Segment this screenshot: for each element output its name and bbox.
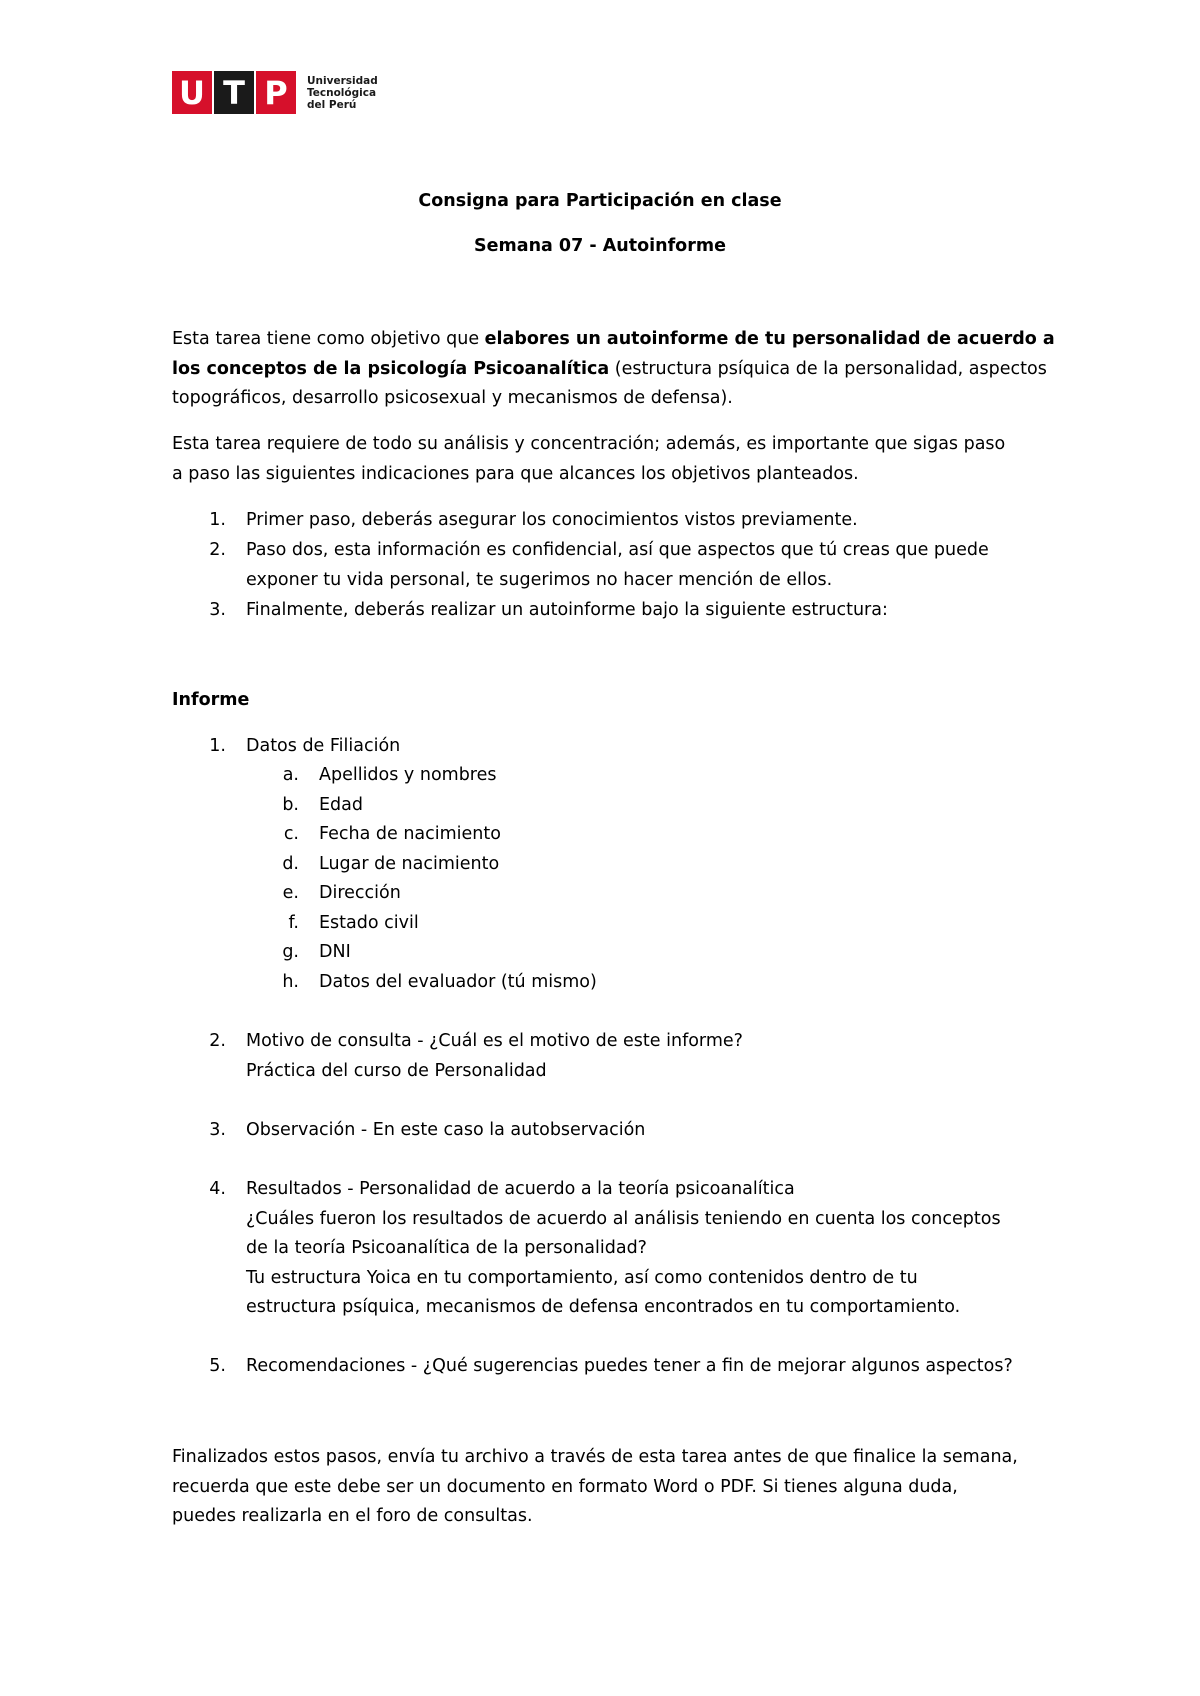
logo-letter-t: T: [214, 71, 254, 114]
step-3-text: Finalmente, deberás realizar un autoinforme bajo la siguiente estructura:: [246, 600, 888, 620]
step-1-number: 1.: [209, 510, 226, 530]
step-2-text-line2: exponer tu vida personal, te sugerimos no hacer mención de ellos.: [246, 570, 833, 590]
intro-paragraph: [172, 325, 1055, 414]
para2-line1: Esta tarea requiere de todo su análisis y concentración; además, es importante que sigas paso: [172, 434, 1006, 454]
informe-item-4-line4: Tu estructura Yoica en tu comportamiento, así como contenidos dentro de tu: [246, 1268, 918, 1288]
informe-item-4-line2: ¿Cuáles fueron los resultados de acuerdo al análisis teniendo en cuenta los conceptos: [246, 1209, 1001, 1229]
document-title: Consigna para Participación en clase: [418, 191, 782, 211]
subitem-text: Estado civil: [319, 913, 419, 933]
subitem-letter: a.: [282, 765, 299, 785]
closing-paragraph: [172, 1443, 1042, 1532]
intro-line1-a: Esta tarea tiene como objetivo que: [172, 329, 485, 349]
informe-item-4-line3: de la teoría Psicoanalítica de la personalidad?: [246, 1238, 647, 1258]
informe-heading: Informe: [172, 690, 250, 710]
subitem-text: Lugar de nacimiento: [319, 854, 500, 874]
subitem-letter: h.: [282, 972, 299, 992]
subitem-letter: b.: [282, 795, 299, 815]
logo-line-1: Universidad: [307, 74, 378, 87]
closing-line3: puedes realizarla en el foro de consultas.: [172, 1506, 533, 1526]
step-1-text: Primer paso, deberás asegurar los conocimientos vistos previamente.: [246, 510, 858, 530]
step-3-number: 3.: [209, 600, 226, 620]
informe-item-1-number: 1.: [209, 736, 226, 756]
informe-item-5-number: 5.: [209, 1356, 226, 1376]
logo-wordmark: [307, 75, 378, 111]
subitem-text: Apellidos y nombres: [319, 765, 497, 785]
subitem-text: Edad: [319, 795, 363, 815]
informe-item-3-number: 3.: [209, 1120, 226, 1140]
logo-letter-p: P: [256, 71, 296, 114]
intro-line2-b: (estructura psíquica de la personalidad, aspectos: [609, 358, 1047, 379]
informe-item-2-line2: Práctica del curso de Personalidad: [246, 1061, 547, 1081]
informe-item-4-line5: estructura psíquica, mecanismos de defensa encontrados en tu comportamiento.: [246, 1297, 961, 1317]
subitem-text: Fecha de nacimiento: [319, 824, 501, 844]
closing-line2: recuerda que este debe ser un documento en formato Word o PDF. Si tienes alguna duda,: [172, 1476, 958, 1497]
instructions-paragraph: [172, 430, 1042, 489]
intro-line1-b: elabores un autoinforme de tu personalidad de acuerdo a: [484, 329, 1055, 349]
informe-item-3-line1: Observación - En este caso la autobservación: [246, 1120, 646, 1140]
logo-line-3: del Perú: [307, 98, 357, 111]
logo-line-2: Tecnológica: [307, 86, 377, 99]
subitem-text: Dirección: [319, 883, 401, 903]
logo-letter-u: U: [172, 71, 212, 114]
document-subtitle: Semana 07 - Autoinforme: [474, 236, 726, 256]
step-2-number: 2.: [209, 540, 226, 560]
step-2-text-line1: Paso dos, esta información es confidencial, así que aspectos que tú creas que puede: [246, 540, 989, 560]
subitem-letter: e.: [282, 883, 299, 903]
informe-item-4-number: 4.: [209, 1179, 226, 1199]
subitem-letter: f.: [288, 913, 299, 933]
closing-line1: Finalizados estos pasos, envía tu archivo a través de esta tarea antes de que finalice la semana,: [172, 1447, 1018, 1467]
subitem-letter: c.: [283, 824, 299, 844]
subitem-letter: g.: [282, 942, 299, 962]
subitem-text: Datos del evaluador (tú mismo): [319, 972, 597, 992]
informe-item-2-number: 2.: [209, 1031, 226, 1051]
para2-line2: a paso las siguientes indicaciones para que alcances los objetivos planteados.: [172, 463, 859, 484]
informe-item-2-line1: Motivo de consulta - ¿Cuál es el motivo de este informe?: [246, 1031, 743, 1051]
informe-item-4-line1: Resultados - Personalidad de acuerdo a la teoría psicoanalítica: [246, 1179, 795, 1199]
subitem-text: DNI: [319, 942, 351, 962]
utp-logo: [172, 71, 378, 114]
subitem-letter: d.: [282, 854, 299, 874]
informe-item-1-label: Datos de Filiación: [246, 736, 401, 756]
intro-line2-a: los conceptos de la psicología Psicoanalítica: [172, 358, 610, 379]
intro-line3: topográficos, desarrollo psicosexual y mecanismos de defensa).: [172, 388, 733, 408]
informe-item-5-line1: Recomendaciones - ¿Qué sugerencias puedes tener a fin de mejorar algunos aspectos?: [246, 1356, 1013, 1376]
